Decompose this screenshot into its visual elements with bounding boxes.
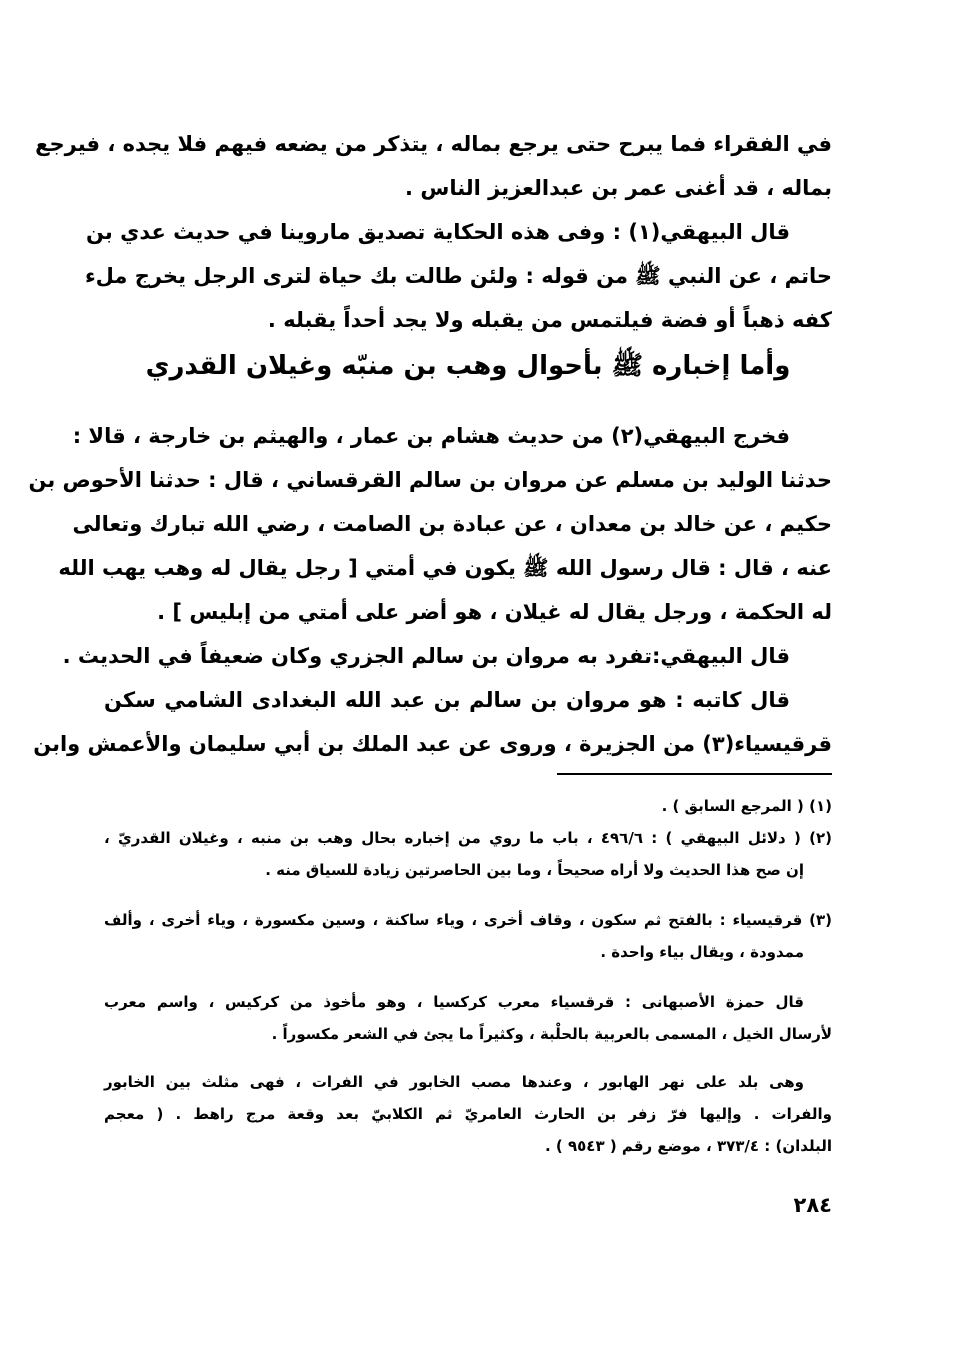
text-line: عنه ، قال : قال رسول الله ﷺ يكون في أمتي [ رجل يقال له وهب يهب الله (58, 556, 832, 580)
footnote-line: قال حمزة الأصبهانى : قرقسياء معرب كركسيا ، وهو مأخوذ من كركيس ، واسم معرب (104, 993, 804, 1011)
footnote-3-hamza (104, 986, 832, 1050)
text-line: حكيم ، عن خالد بن معدان ، عن عبادة بن الصامت ، رضي الله تبارك وتعالى (72, 512, 832, 536)
footnote-line: (٢) ( دلائل البيهقي ) : ٤٩٦/٦ ، باب ما روي من إخباره بحال وهب بن منبه ، وغيلان القدريّ ، (104, 829, 833, 847)
footnote-line: لأرسال الخيل ، المسمى بالعربية بالحلْبة ، وكثيراً ما يجئ في الشعر مكسوراً . (271, 1025, 832, 1043)
text-line: قرقيسياء(٣) من الجزيرة ، وروى عن عبد الملك بن أبي سليمان والأعمش وابن (33, 732, 832, 756)
page-number: ٢٨٤ (793, 1193, 832, 1217)
footnote-3 (104, 904, 832, 968)
text-line: له الحكمة ، ورجل يقال له غيلان ، هو أضر على أمتي من إبليس ] . (157, 600, 832, 624)
text-line: كفه ذهباً أو فضة فيلتمس من يقبله ولا يجد أحداً يقبله . (267, 308, 832, 332)
paragraph-block-intro (35, 122, 832, 342)
footnote-line: ممدودة ، ويقال بياء واحدة . (600, 943, 804, 961)
text-line: فخرج البيهقي(٢) من حديث هشام بن عمار ، والهيثم بن خارجة ، قالا : (72, 424, 790, 448)
footnote-line: والفرات . وإليها فرّ زفر بن الحارث العامريّ ثم الكلابيّ بعد وقعة مرج راهط . ( معجم (104, 1105, 832, 1123)
footnote-line: (١) ( المرجع السابق ) . (661, 797, 832, 815)
paragraph-block-main (28, 414, 832, 766)
footnote-line: البلدان) : ٣٧٣/٤ ، موضع رقم ( ٩٥٤٣ ) . (545, 1137, 832, 1155)
text-line: قال البيهقي(١) : وفى هذه الحكاية تصديق ماروينا في حديث عدي بن (85, 220, 790, 244)
text-line: قال كاتبه : هو مروان بن سالم بن عبد الله البغدادى الشامي سكن (104, 688, 790, 712)
footnote-line: (٣) قرقيسياء : بالفتح ثم سكون ، وقاف أخرى ، وياء ساكنة ، وسين مكسورة ، وياء أخرى ، وألف (104, 911, 832, 929)
text-line: في الفقراء فما يبرح حتى يرجع بماله ، يتذكر من يضعه فيهم فلا يجده ، فيرجع (35, 132, 832, 156)
section-heading: وأما إخباره ﷺ بأحوال وهب بن منبّه وغيلان القدري (145, 351, 791, 381)
footnote-3-location (104, 1066, 832, 1162)
footnote-line: وهى بلد على نهر الهابور ، وعندها مصب الخابور في الفرات ، فهى مثلث بين الخابور (104, 1073, 804, 1091)
text-line: قال البيهقي:تفرد به مروان بن سالم الجزري وكان ضعيفاً في الحديث . (62, 644, 790, 668)
text-line: حاتم ، عن النبي ﷺ من قوله : ولئن طالت بك حياة لترى الرجل يخرج ملء (84, 264, 832, 288)
footnotes-1-2 (104, 790, 832, 886)
text-line: حدثنا الوليد بن مسلم عن مروان بن سالم القرقساني ، قال : حدثنا الأحوص بن (28, 468, 832, 492)
footnote-separator (557, 773, 832, 775)
text-line: بماله ، قد أغنى عمر بن عبدالعزيز الناس . (405, 176, 832, 200)
footnote-line: إن صح هذا الحديث ولا أراه صحيحاً ، وما بين الحاصرتين زيادة للسياق منه . (265, 861, 804, 879)
